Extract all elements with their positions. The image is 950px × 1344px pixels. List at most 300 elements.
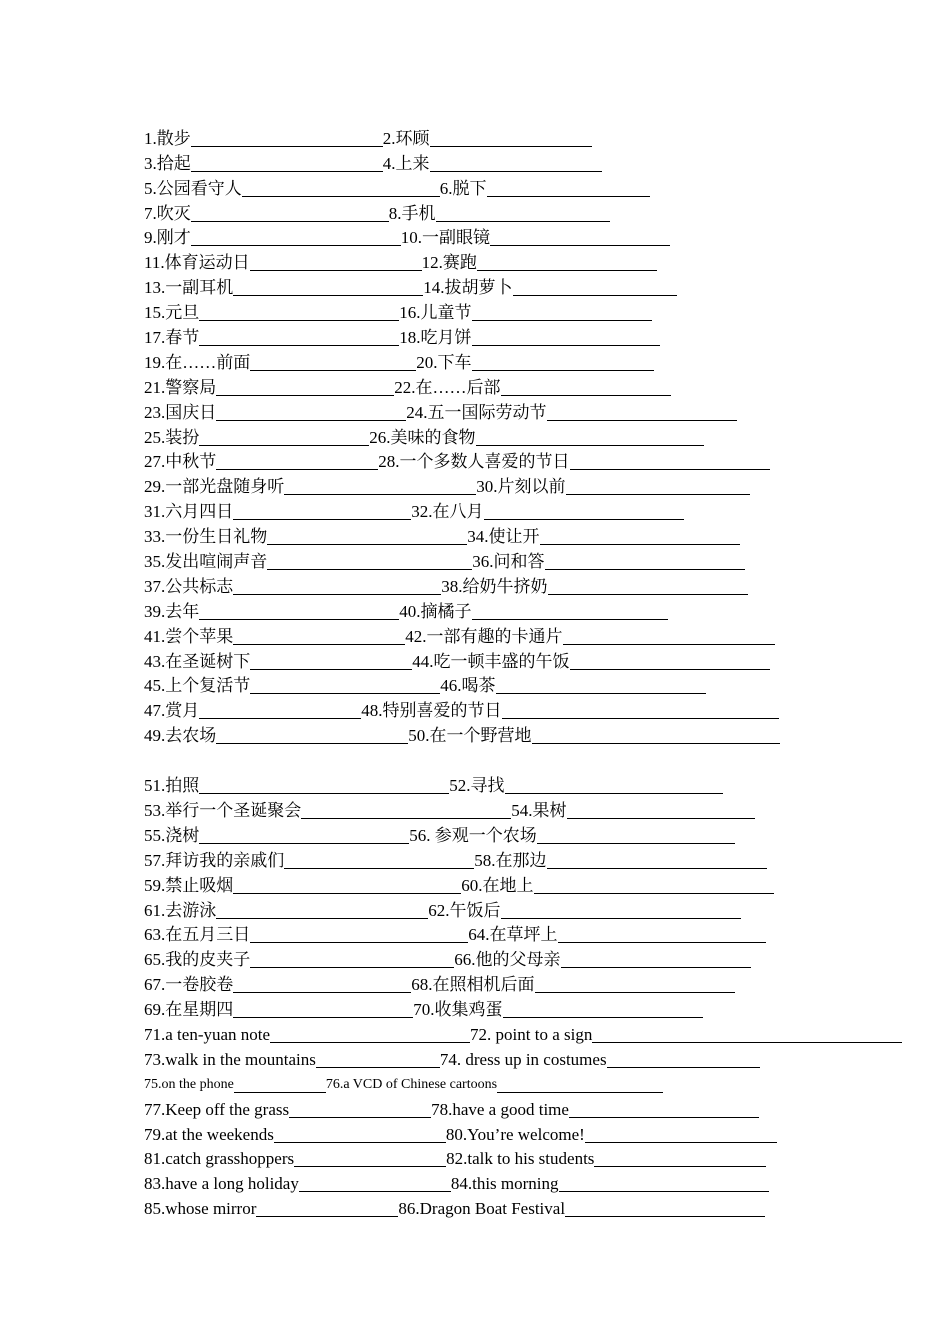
exercise-row [144,1045,824,1070]
exercise-row [144,721,824,746]
answer-blank-line[interactable] [537,827,735,844]
exercise-item [144,1075,326,1095]
exercise-row [144,945,824,970]
exercise-row [144,547,824,572]
exercise-prompt: 59.禁止吸烟 [144,875,234,895]
exercise-row [144,672,824,697]
exercise-prompt: 81.catch grasshoppers [144,1149,295,1169]
exercise-item [399,328,659,348]
exercise-prompt: 35.发出喧闹声音 [144,552,268,572]
exercise-item [446,1125,777,1145]
answer-blank-line[interactable] [476,429,704,446]
exercise-item [423,278,676,298]
exercise-row [144,771,824,796]
exercise-prompt: 42.一部有趣的卡通片 [405,626,563,646]
answer-blank-line[interactable] [501,379,671,396]
exercise-prompt: 5.公园看守人 [144,178,242,198]
answer-blank-line[interactable] [301,802,511,819]
exercise-prompt: 61.去游泳 [144,900,217,920]
exercise-item [409,826,735,846]
exercise-item [144,527,467,547]
exercise-prompt: 31.六月四日 [144,502,234,522]
exercise-row [144,1070,824,1095]
exercise-item [440,676,705,696]
answer-blank-line[interactable] [191,205,389,222]
exercise-prompt: 6.脱下 [439,178,487,198]
exercise-item [144,378,394,398]
answer-blank-line[interactable] [477,254,657,271]
exercise-item [369,428,703,448]
exercise-row [144,348,824,373]
exercise-item [476,477,749,497]
exercise-prompt: 16.儿童节 [399,303,472,323]
exercise-prompt: 41.尝个苹果 [144,626,234,646]
exercise-prompt: 74. dress up in costumes [439,1049,607,1069]
answer-blank-line[interactable] [503,1001,703,1018]
answer-blank-line[interactable] [199,777,449,794]
exercise-row [144,248,824,273]
answer-blank-line[interactable] [250,354,416,371]
exercise-item [144,278,423,298]
exercise-prompt: 13.一副耳机 [144,278,234,298]
exercise-item [144,303,399,323]
exercise-item [389,204,610,224]
answer-blank-line[interactable] [532,727,780,744]
answer-blank-line[interactable] [299,1175,451,1192]
exercise-item [399,602,667,622]
exercise-item [144,577,441,597]
exercise-prompt: 55.浇树 [144,825,200,845]
exercise-item [144,228,401,248]
answer-blank-line[interactable] [199,329,399,346]
exercise-item [440,1050,760,1070]
answer-blank-line[interactable] [216,404,406,421]
answer-blank-line[interactable] [250,926,468,943]
exercise-item [472,552,744,572]
answer-blank-line[interactable] [191,155,383,172]
answer-blank-line[interactable] [216,902,428,919]
exercise-item [361,701,778,721]
answer-blank-line[interactable] [513,279,677,296]
exercise-item [144,552,472,572]
exercise-row [144,174,824,199]
exercise-item [144,652,412,672]
answer-blank-line[interactable] [535,976,735,993]
answer-blank-line[interactable] [567,802,755,819]
exercise-prompt: 60.在地上 [461,875,534,895]
exercise-prompt: 22.在……后部 [394,377,501,397]
exercise-prompt: 9.刚才 [144,228,191,248]
exercise-item [144,1125,446,1145]
exercise-prompt: 34.使让开 [467,527,540,547]
answer-blank-line[interactable] [216,379,394,396]
exercise-item [144,701,361,721]
exercise-prompt: 67.一卷胶卷 [144,975,234,995]
exercise-row [144,871,824,896]
exercise-prompt: 76.a VCD of Chinese cartoons [325,1076,498,1092]
exercise-prompt: 48.特别喜爱的节日 [361,701,502,721]
exercise-prompt: 84.this morning [450,1174,559,1194]
exercise-row [144,970,824,995]
answer-blank-line[interactable] [570,653,770,670]
exercise-prompt: 79.at the weekends [144,1124,274,1144]
exercise-row [144,846,824,871]
answer-blank-line[interactable] [490,229,670,246]
exercise-item [144,1174,451,1194]
exercise-prompt: 43.在圣诞树下 [144,651,251,671]
exercise-prompt: 69.在星期四 [144,1000,234,1020]
answer-blank-line[interactable] [256,1200,398,1217]
answer-blank-line[interactable] [534,877,774,894]
answer-blank-line[interactable] [472,329,660,346]
answer-blank-line[interactable] [565,1200,765,1217]
answer-blank-line[interactable] [199,429,369,446]
answer-blank-line[interactable] [540,528,740,545]
exercise-row [144,522,824,547]
exercise-item [449,776,722,796]
exercise-item [446,1149,766,1169]
answer-blank-line[interactable] [566,478,750,495]
answer-blank-line[interactable] [294,1150,446,1167]
answer-blank-line[interactable] [484,503,684,520]
answer-blank-line[interactable] [284,478,476,495]
answer-blank-line[interactable] [594,1150,766,1167]
exercise-prompt: 24.五一国际劳动节 [406,402,547,422]
exercise-item [144,950,454,970]
answer-blank-line[interactable] [233,578,441,595]
exercise-item [422,253,657,273]
exercise-prompt: 54.果树 [511,800,567,820]
answer-blank-line[interactable] [547,852,767,869]
answer-blank-line[interactable] [592,1026,902,1043]
exercise-item [383,129,592,149]
exercise-item [144,1025,470,1045]
exercise-item [144,502,411,522]
exercise-prompt: 72. point to a sign [470,1024,593,1044]
exercise-row [144,597,824,622]
section-gap [144,746,824,771]
answer-blank-line[interactable] [199,702,361,719]
exercise-prompt: 25.装扮 [144,427,200,447]
answer-blank-line[interactable] [472,304,652,321]
exercise-row [144,622,824,647]
exercise-prompt: 23.国庆日 [144,402,217,422]
answer-blank-line[interactable] [242,180,440,197]
exercise-item [416,353,653,373]
exercise-row [144,921,824,946]
exercise-item [144,851,474,871]
answer-blank-line[interactable] [216,727,408,744]
exercise-row [144,1169,824,1194]
answer-blank-line[interactable] [233,877,461,894]
exercise-item [144,726,408,746]
answer-blank-line[interactable] [284,852,474,869]
exercise-item [378,452,769,472]
exercise-item [399,303,651,323]
exercise-prompt: 14.拔胡萝卜 [423,278,513,298]
exercise-item [412,652,769,672]
answer-blank-line[interactable] [505,777,723,794]
exercise-prompt: 17.春节 [144,328,200,348]
answer-blank-line[interactable] [545,553,745,570]
exercise-item [461,876,773,896]
answer-blank-line[interactable] [561,951,751,968]
exercise-prompt: 37.公共标志 [144,576,234,596]
exercise-prompt: 40.摘橘子 [399,601,472,621]
answer-blank-line[interactable] [569,1101,759,1118]
exercise-item [144,353,416,373]
exercise-prompt: 20.下车 [416,352,472,372]
exercise-item [398,1199,765,1219]
exercise-prompt: 15.元旦 [144,303,200,323]
exercise-prompt: 77.Keep off the grass [144,1099,290,1119]
answer-blank-line[interactable] [472,603,668,620]
exercise-item [144,1149,446,1169]
exercise-prompt: 68.在照相机后面 [411,975,535,995]
answer-blank-line[interactable] [289,1101,431,1118]
exercise-prompt: 33.一份生日礼物 [144,527,268,547]
exercise-item [144,328,399,348]
exercise-item [144,1199,398,1219]
exercise-item [441,577,747,597]
answer-blank-line[interactable] [267,528,467,545]
answer-blank-line[interactable] [547,404,737,421]
answer-blank-line[interactable] [585,1126,777,1143]
exercise-prompt: 70.收集鸡蛋 [413,1000,503,1020]
exercise-prompt: 27.中秋节 [144,452,217,472]
exercise-item [470,1025,902,1045]
answer-blank-line[interactable] [233,503,411,520]
exercise-prompt: 2.环顾 [382,128,430,148]
answer-blank-line[interactable] [570,453,770,470]
exercise-row [144,796,824,821]
exercise-item [144,428,369,448]
exercise-row [144,995,824,1020]
exercise-prompt: 73.walk in the mountains [144,1049,316,1069]
answer-blank-line[interactable] [199,304,399,321]
exercise-prompt: 63.在五月三日 [144,925,251,945]
exercise-item [144,1000,413,1020]
exercise-item [408,726,779,746]
answer-blank-line[interactable] [191,229,401,246]
exercise-prompt: 78.have a good time [431,1099,569,1119]
answer-blank-line[interactable] [497,1076,663,1093]
answer-blank-line[interactable] [430,155,602,172]
exercise-row [144,224,824,249]
exercise-item [144,975,411,995]
exercise-prompt: 65.我的皮夹子 [144,950,251,970]
exercise-prompt: 51.拍照 [144,776,200,796]
exercise-row [144,647,824,672]
exercise-prompt: 11.体育运动日 [144,253,250,273]
answer-blank-line[interactable] [607,1051,760,1068]
exercise-prompt: 53.举行一个圣诞聚会 [144,800,302,820]
worksheet [144,124,824,1219]
exercise-item [406,403,736,423]
exercise-prompt: 8.手机 [388,203,436,223]
exercise-row [144,1020,824,1045]
exercise-item [474,851,766,871]
exercise-item [511,801,754,821]
exercise-prompt: 19.在……前面 [144,352,251,372]
exercise-prompt: 75.on the phone [144,1076,234,1092]
answer-blank-line[interactable] [472,354,654,371]
answer-blank-line[interactable] [250,951,454,968]
exercise-item [451,1174,769,1194]
exercise-prompt: 80.You’re welcome! [445,1124,585,1144]
exercise-item [454,950,750,970]
answer-blank-line[interactable] [250,653,412,670]
exercise-item [144,602,399,622]
exercise-prompt: 44.吃一顿丰盛的午饭 [412,651,570,671]
exercise-prompt: 36.问和答 [472,552,545,572]
answer-blank-line[interactable] [191,130,383,147]
exercise-prompt: 3.拾起 [144,153,191,173]
exercise-prompt: 26.美味的食物 [369,427,476,447]
answer-blank-line[interactable] [233,279,423,296]
exercise-row [144,398,824,423]
answer-blank-line[interactable] [216,453,378,470]
exercise-item [144,901,428,921]
exercise-prompt: 1.散步 [144,128,191,148]
exercise-item [144,179,440,199]
exercise-prompt: 38.给奶牛挤奶 [441,576,548,596]
answer-blank-line[interactable] [316,1051,440,1068]
exercise-prompt: 56. 参观一个农场 [409,825,537,845]
exercise-row [144,896,824,921]
exercise-row [144,497,824,522]
exercise-prompt: 32.在八月 [411,502,484,522]
exercise-prompt: 21.警察局 [144,377,217,397]
exercise-row [144,696,824,721]
answer-blank-line[interactable] [250,677,440,694]
exercise-item [144,204,389,224]
exercise-item [411,975,734,995]
exercise-prompt: 28.一个多数人喜爱的节日 [378,452,570,472]
answer-blank-line[interactable] [233,976,411,993]
exercise-prompt: 4.上来 [382,153,430,173]
answer-blank-line[interactable] [487,180,650,197]
exercise-item [467,527,739,547]
answer-blank-line[interactable] [502,702,779,719]
exercise-item [440,179,650,199]
exercise-item [383,154,602,174]
exercise-prompt: 57.拜访我的亲戚们 [144,850,285,870]
exercise-item [144,129,383,149]
exercise-prompt: 39.去年 [144,601,200,621]
exercise-row [144,298,824,323]
answer-blank-line[interactable] [563,628,775,645]
exercise-prompt: 58.在那边 [474,850,547,870]
exercise-row [144,323,824,348]
exercise-item [144,627,405,647]
exercise-item [144,403,406,423]
answer-blank-line[interactable] [250,254,422,271]
exercise-row [144,572,824,597]
exercise-item [144,452,378,472]
exercise-row [144,1095,824,1120]
exercise-item [144,253,422,273]
exercise-row [144,1145,824,1170]
answer-blank-line[interactable] [234,1076,326,1093]
exercise-row [144,1194,824,1219]
exercise-item [428,901,740,921]
answer-blank-line[interactable] [199,603,399,620]
exercise-row [144,124,824,149]
exercise-prompt: 7.吹灭 [144,203,191,223]
exercise-item [144,1050,440,1070]
exercise-prompt: 64.在草坪上 [468,925,558,945]
exercise-item [144,154,383,174]
exercise-item [411,502,683,522]
exercise-prompt: 50.在一个野营地 [408,726,532,746]
exercise-item [394,378,670,398]
answer-blank-line[interactable] [436,205,610,222]
exercise-item [144,776,449,796]
answer-blank-line[interactable] [559,1175,769,1192]
exercise-prompt: 85.whose mirror [144,1199,257,1219]
exercise-item [326,1075,663,1095]
exercise-item [431,1100,759,1120]
exercise-prompt: 66.他的父母亲 [454,950,561,970]
answer-blank-line[interactable] [501,902,741,919]
exercise-item [144,676,440,696]
answer-blank-line[interactable] [558,926,766,943]
exercise-item [144,477,476,497]
exercise-row [144,472,824,497]
exercise-prompt: 71.a ten-yuan note [144,1024,271,1044]
answer-blank-line[interactable] [274,1126,446,1143]
answer-blank-line[interactable] [267,553,472,570]
exercise-prompt: 46.喝茶 [440,676,496,696]
exercise-prompt: 12.赛跑 [421,253,477,273]
exercise-prompt: 29.一部光盘随身听 [144,477,285,497]
exercise-prompt: 49.去农场 [144,726,217,746]
exercise-row [144,448,824,473]
exercise-row [144,1120,824,1145]
exercise-prompt: 62.午饭后 [428,900,501,920]
exercise-item [405,627,774,647]
exercise-prompt: 10.一副眼镜 [400,228,490,248]
exercise-row [144,149,824,174]
exercise-prompt: 52.寻找 [449,776,505,796]
exercise-item [144,925,468,945]
exercise-prompt: 30.片刻以前 [476,477,566,497]
exercise-item [144,801,511,821]
exercise-prompt: 45.上个复活节 [144,676,251,696]
exercise-row [144,821,824,846]
answer-blank-line[interactable] [270,1026,470,1043]
exercise-item [144,826,409,846]
exercise-prompt: 47.赏月 [144,701,200,721]
exercise-row [144,273,824,298]
exercise-item [144,1100,431,1120]
answer-blank-line[interactable] [199,827,409,844]
exercise-item [401,228,670,248]
exercise-prompt: 18.吃月饼 [399,328,472,348]
answer-blank-line[interactable] [430,130,592,147]
answer-blank-line[interactable] [233,1001,413,1018]
exercise-item [413,1000,702,1020]
answer-blank-line[interactable] [496,677,706,694]
exercise-row [144,373,824,398]
exercise-row [144,423,824,448]
answer-blank-line[interactable] [233,628,405,645]
exercise-prompt: 83.have a long holiday [144,1174,299,1194]
answer-blank-line[interactable] [548,578,748,595]
exercise-row [144,199,824,224]
exercise-prompt: 86.Dragon Boat Festival [398,1199,566,1219]
